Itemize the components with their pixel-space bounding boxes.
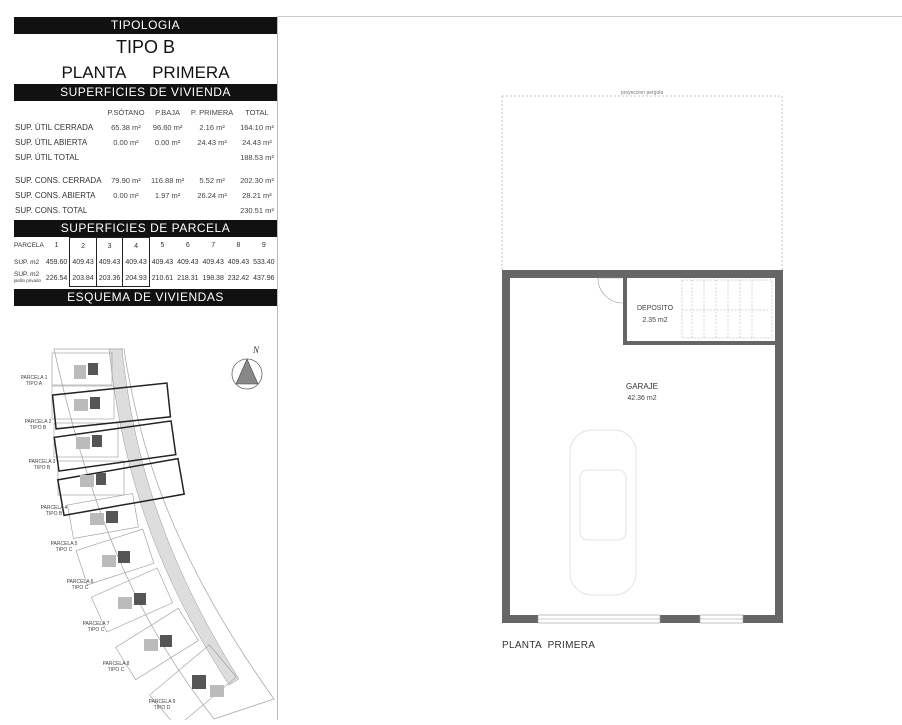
row-label: PARCELA (14, 242, 44, 250)
patio-5 (90, 513, 104, 525)
patio-7 (118, 597, 132, 609)
parcel-label: PARCELA 3 (28, 459, 56, 465)
house-5 (106, 511, 118, 523)
road-strip (109, 349, 239, 685)
parcela-cell: 4 (123, 238, 150, 255)
patio-blocks (71, 365, 224, 697)
parcel-label: PARCELA 5 (50, 541, 78, 547)
parcela-cell: 5 (160, 242, 165, 250)
parcela-cell: 2 (70, 238, 97, 255)
wall-right (775, 270, 783, 623)
superficies-vivienda-table (14, 105, 277, 218)
wall-top (502, 270, 783, 278)
info-panel (14, 17, 278, 720)
cell-value: 26.24 m² (197, 191, 227, 200)
patio-2 (74, 399, 88, 411)
cell-value: 24.43 m² (242, 138, 272, 147)
deposito-wall-left (623, 278, 627, 345)
column-header: P.BAJA (155, 108, 181, 117)
north-label: N (253, 345, 260, 355)
cell-value: 28.21 m² (242, 191, 272, 200)
cell-value: 65.38 m² (111, 123, 141, 132)
parcela-cell: 459.60 (45, 258, 68, 266)
pergola-label: proyeccion pergola (620, 90, 664, 96)
parcela-cell: 226.54 (45, 274, 68, 282)
table-row (14, 238, 277, 255)
tipo-label: TIPO C (107, 667, 125, 673)
planta-title: PLANTA PRIMERA (61, 63, 230, 82)
table-row (14, 188, 277, 203)
cell-value: 2.16 m² (199, 123, 225, 132)
pergola-projection (502, 96, 782, 271)
parcela-cell: 8 (236, 242, 241, 250)
row-label: SUP. ÚTIL CERRADA (15, 123, 94, 132)
wall-bottom-mid (660, 615, 700, 623)
cell-value: 0.00 m² (154, 138, 181, 147)
garaje-label: GARAJE (625, 382, 659, 391)
cell-value: 1.97 m² (154, 191, 181, 200)
parcela-cell: 409.43 (177, 258, 199, 266)
parcela-cell: 198.38 (202, 274, 224, 282)
patio-3 (76, 437, 90, 449)
parcela-cell: 409.43 (151, 258, 174, 266)
tipo-label: TIPO C (71, 585, 89, 591)
openings (538, 615, 743, 623)
cell-value: 5.52 m² (199, 176, 225, 185)
esquema-viviendas (14, 339, 277, 720)
parcela-cell: 409.43 (202, 258, 224, 266)
patio-6 (102, 555, 116, 567)
table-row (14, 135, 277, 150)
parcel-label: PARCELA 8 (102, 661, 130, 667)
parcela-cell: 218.31 (177, 274, 199, 282)
cell-value (148, 203, 187, 218)
tipo-label: TIPO C (87, 627, 105, 633)
table-row (14, 254, 277, 270)
garaje-area: 42.36 m2 (627, 395, 657, 402)
floor-plan (470, 80, 810, 660)
stair-outline (682, 280, 772, 338)
deposito-label: DEPOSITO (636, 305, 674, 312)
table-row (14, 173, 277, 188)
superficies-parcela-table (14, 237, 277, 287)
house-1 (88, 363, 98, 375)
house-7 (134, 593, 146, 605)
deposito-area: 2.35 m2 (642, 317, 668, 324)
cell-value: 0.00 m² (113, 191, 139, 200)
row-label (14, 270, 44, 287)
row-label: SUP. CONS. TOTAL (15, 206, 88, 215)
tipo-label: TIPO A (25, 381, 43, 387)
wall-bottom-left (502, 615, 538, 623)
tipologia-header: TIPOLOGIA (14, 17, 277, 34)
superficies-parcela-header: SUPERFICIES DE PARCELA (14, 220, 277, 237)
cell-value (187, 150, 237, 165)
row-label: SUP. ÚTIL TOTAL (15, 153, 80, 162)
row-label-sub: jardin privado (14, 278, 42, 284)
parcel-label: PARCELA 1 (20, 375, 48, 381)
cell-value: 24.43 m² (197, 138, 227, 147)
parcela-cell: 203.84 (70, 270, 97, 287)
house-4 (96, 473, 106, 485)
table-row (14, 120, 277, 135)
tipo-label: TIPO B (33, 465, 51, 471)
tipo-label: TIPO B (45, 511, 63, 517)
cell-value: 0.00 m² (113, 138, 139, 147)
stairs (682, 280, 772, 338)
parcel-label: PARCELA 6 (66, 579, 94, 585)
parcela-cell: 210.61 (151, 274, 174, 282)
row-label-main: SUP. m2 (14, 271, 40, 279)
row-label: SUP. CONS. ABIERTA (15, 191, 96, 200)
parcela-cell: 409.43 (123, 254, 150, 270)
parcela-cell: 533.40 (253, 258, 275, 266)
parcela-cell: 7 (211, 242, 216, 250)
parcela-cell: 203.36 (96, 270, 123, 287)
plan-caption: PLANTA PRIMERA (502, 640, 596, 651)
car-outline-icon (570, 430, 636, 595)
cell-value: 202.30 m² (240, 176, 274, 185)
esquema-drawing (14, 339, 277, 720)
row-label: SUP. m2 (14, 258, 40, 266)
wall-bottom-right (743, 615, 783, 623)
house-6 (118, 551, 130, 563)
parcela-cell: 6 (185, 242, 190, 250)
parcela-cell: 409.43 (227, 258, 250, 266)
highlight-parcel-4 (58, 459, 184, 516)
column-header: P.SÓTANO (107, 108, 145, 117)
cell-value (104, 150, 148, 165)
parcel-label: PARCELA 2 (24, 419, 52, 425)
table-row (14, 150, 277, 165)
esquema-header: ESQUEMA DE VIVIENDAS (14, 289, 277, 306)
cell-value: 230.51 m² (240, 206, 274, 215)
cell-value: 96.60 m² (152, 123, 183, 132)
parcela-cell: 437.96 (253, 274, 275, 282)
wall-left (502, 270, 510, 623)
sheet-top-rule (277, 16, 902, 17)
cell-value (104, 203, 148, 218)
cell-value (148, 150, 187, 165)
deposito-wall-bottom (623, 341, 775, 345)
parcel-label: PARCELA 9 (148, 699, 176, 705)
cell-value: 116.88 m² (150, 176, 185, 185)
table-row (14, 203, 277, 218)
patio-8 (144, 639, 158, 651)
parcel-label: PARCELA 4 (40, 505, 68, 511)
patio-4 (80, 475, 94, 487)
cell-value: 79.90 m² (111, 176, 141, 185)
house-3 (92, 435, 102, 447)
row-label: SUP. ÚTIL ABIERTA (15, 138, 88, 147)
door-swing (598, 278, 623, 303)
tipo-title: TIPO B (115, 37, 175, 57)
patio-9 (210, 685, 224, 697)
cell-value: 164.10 m² (240, 123, 274, 132)
floor-plan-drawing (470, 80, 810, 660)
tipo-label: TIPO B (29, 425, 47, 431)
table-header-row (14, 105, 277, 120)
column-header: P. PRIMERA (190, 108, 234, 117)
cell-value (187, 203, 237, 218)
row-label: SUP. CONS. CERRADA (15, 176, 102, 185)
parcel-label: PARCELA 7 (82, 621, 110, 627)
highlight-parcel-3 (54, 421, 176, 471)
north-arrow-icon (232, 345, 262, 389)
table-row (14, 270, 277, 287)
parcel-labels (21, 375, 176, 711)
superficies-vivienda-header: SUPERFICIES DE VIVIENDA (14, 84, 277, 101)
house-9 (192, 675, 206, 689)
house-2 (90, 397, 100, 409)
house-8 (160, 635, 172, 647)
parcela-cell: 409.43 (96, 254, 123, 270)
cell-value: 188.53 m² (240, 153, 274, 162)
patio-1 (74, 365, 86, 379)
parcela-cell: 409.43 (70, 254, 97, 270)
tipo-label: TIPO D (153, 705, 171, 711)
parcela-cell: 232.42 (227, 274, 250, 282)
parcela-cell: 3 (96, 238, 123, 255)
parcela-cell: 204.93 (123, 270, 150, 287)
highlight-parcel-2 (53, 383, 171, 429)
column-header: TOTAL (245, 108, 269, 117)
tipo-label: TIPO C (55, 547, 73, 553)
parcela-cell: 9 (261, 242, 266, 250)
parcela-cell: 1 (54, 242, 59, 250)
